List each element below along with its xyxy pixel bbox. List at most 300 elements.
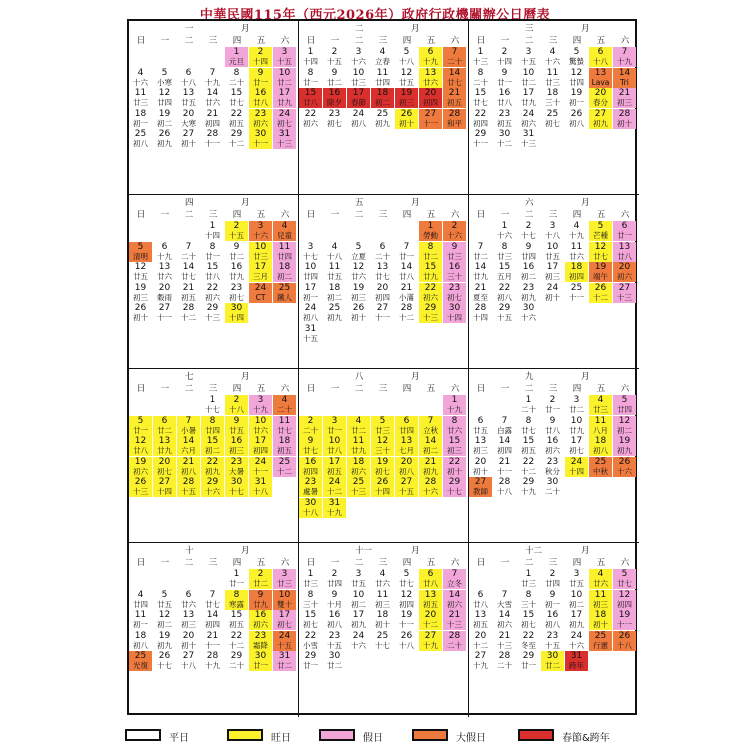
day-cell[interactable] xyxy=(443,262,466,282)
day-cell[interactable] xyxy=(493,590,516,610)
day-cell[interactable] xyxy=(347,68,370,88)
day-cell[interactable] xyxy=(249,262,272,282)
day-cell[interactable] xyxy=(225,610,248,630)
day-cell[interactable] xyxy=(395,477,418,497)
day-cell[interactable] xyxy=(201,68,224,88)
day-cell[interactable] xyxy=(129,283,152,303)
day-cell[interactable] xyxy=(541,477,564,497)
day-cell[interactable] xyxy=(493,129,516,149)
day-cell[interactable] xyxy=(129,477,152,497)
day-cell[interactable] xyxy=(299,457,322,477)
day-cell[interactable] xyxy=(419,457,442,477)
day-cell[interactable] xyxy=(493,262,516,282)
day-cell[interactable] xyxy=(347,262,370,282)
day-cell[interactable] xyxy=(299,324,322,344)
day-cell[interactable] xyxy=(517,262,540,282)
day-cell[interactable] xyxy=(201,610,224,630)
day-cell[interactable] xyxy=(493,242,516,262)
day-cell[interactable] xyxy=(565,262,588,282)
day-cell[interactable] xyxy=(395,262,418,282)
day-cell[interactable] xyxy=(225,221,248,241)
day-cell[interactable] xyxy=(419,262,442,282)
day-cell[interactable] xyxy=(225,395,248,415)
day-cell[interactable] xyxy=(565,610,588,630)
day-cell[interactable] xyxy=(249,651,272,671)
day-cell[interactable] xyxy=(541,631,564,651)
day-cell[interactable] xyxy=(493,436,516,456)
day-cell[interactable] xyxy=(613,590,636,610)
day-cell[interactable] xyxy=(517,436,540,456)
day-cell[interactable] xyxy=(493,651,516,671)
day-cell[interactable] xyxy=(249,610,272,630)
day-cell[interactable] xyxy=(493,68,516,88)
day-cell[interactable] xyxy=(273,129,296,149)
day-cell[interactable] xyxy=(225,477,248,497)
day-cell[interactable] xyxy=(323,242,346,262)
day-cell[interactable] xyxy=(565,569,588,589)
day-cell[interactable] xyxy=(419,88,442,108)
day-cell[interactable] xyxy=(177,68,200,88)
day-cell[interactable] xyxy=(129,262,152,282)
day-cell[interactable] xyxy=(153,610,176,630)
day-cell[interactable] xyxy=(541,590,564,610)
day-cell[interactable] xyxy=(395,109,418,129)
day-cell[interactable] xyxy=(371,436,394,456)
day-cell[interactable] xyxy=(613,610,636,630)
day-cell[interactable] xyxy=(177,303,200,323)
day-cell[interactable] xyxy=(395,590,418,610)
day-cell[interactable] xyxy=(201,651,224,671)
day-cell[interactable] xyxy=(419,590,442,610)
day-cell[interactable] xyxy=(371,262,394,282)
day-cell[interactable] xyxy=(371,283,394,303)
day-cell[interactable] xyxy=(613,47,636,67)
day-cell[interactable] xyxy=(469,242,492,262)
day-cell[interactable] xyxy=(565,395,588,415)
day-cell[interactable] xyxy=(589,262,612,282)
day-cell[interactable] xyxy=(469,129,492,149)
day-cell[interactable] xyxy=(419,221,442,241)
day-cell[interactable] xyxy=(299,283,322,303)
day-cell[interactable] xyxy=(443,109,466,129)
day-cell[interactable] xyxy=(419,242,442,262)
day-cell[interactable] xyxy=(541,109,564,129)
day-cell[interactable] xyxy=(153,109,176,129)
day-cell[interactable] xyxy=(469,109,492,129)
day-cell[interactable] xyxy=(613,68,636,88)
day-cell[interactable] xyxy=(201,457,224,477)
day-cell[interactable] xyxy=(129,129,152,149)
day-cell[interactable] xyxy=(517,242,540,262)
day-cell[interactable] xyxy=(371,88,394,108)
day-cell[interactable] xyxy=(249,109,272,129)
day-cell[interactable] xyxy=(565,68,588,88)
day-cell[interactable] xyxy=(541,651,564,671)
day-cell[interactable] xyxy=(565,221,588,241)
day-cell[interactable] xyxy=(249,395,272,415)
day-cell[interactable] xyxy=(395,631,418,651)
day-cell[interactable] xyxy=(395,242,418,262)
day-cell[interactable] xyxy=(129,242,152,262)
day-cell[interactable] xyxy=(469,303,492,323)
day-cell[interactable] xyxy=(517,221,540,241)
day-cell[interactable] xyxy=(419,303,442,323)
day-cell[interactable] xyxy=(177,262,200,282)
day-cell[interactable] xyxy=(299,109,322,129)
day-cell[interactable] xyxy=(129,651,152,671)
day-cell[interactable] xyxy=(273,436,296,456)
day-cell[interactable] xyxy=(225,631,248,651)
day-cell[interactable] xyxy=(493,88,516,108)
day-cell[interactable] xyxy=(129,303,152,323)
day-cell[interactable] xyxy=(225,109,248,129)
day-cell[interactable] xyxy=(153,457,176,477)
day-cell[interactable] xyxy=(201,129,224,149)
day-cell[interactable] xyxy=(395,303,418,323)
day-cell[interactable] xyxy=(177,610,200,630)
day-cell[interactable] xyxy=(589,631,612,651)
day-cell[interactable] xyxy=(419,47,442,67)
day-cell[interactable] xyxy=(201,416,224,436)
day-cell[interactable] xyxy=(443,221,466,241)
day-cell[interactable] xyxy=(129,610,152,630)
day-cell[interactable] xyxy=(323,262,346,282)
day-cell[interactable] xyxy=(589,416,612,436)
day-cell[interactable] xyxy=(299,610,322,630)
day-cell[interactable] xyxy=(347,590,370,610)
day-cell[interactable] xyxy=(541,68,564,88)
day-cell[interactable] xyxy=(517,109,540,129)
day-cell[interactable] xyxy=(469,416,492,436)
day-cell[interactable] xyxy=(273,590,296,610)
day-cell[interactable] xyxy=(589,68,612,88)
day-cell[interactable] xyxy=(323,569,346,589)
day-cell[interactable] xyxy=(129,109,152,129)
day-cell[interactable] xyxy=(565,109,588,129)
day-cell[interactable] xyxy=(493,477,516,497)
day-cell[interactable] xyxy=(517,569,540,589)
day-cell[interactable] xyxy=(493,283,516,303)
day-cell[interactable] xyxy=(201,242,224,262)
day-cell[interactable] xyxy=(323,283,346,303)
day-cell[interactable] xyxy=(201,221,224,241)
day-cell[interactable] xyxy=(273,416,296,436)
day-cell[interactable] xyxy=(129,88,152,108)
day-cell[interactable] xyxy=(517,651,540,671)
day-cell[interactable] xyxy=(469,262,492,282)
day-cell[interactable] xyxy=(249,436,272,456)
day-cell[interactable] xyxy=(153,416,176,436)
day-cell[interactable] xyxy=(541,569,564,589)
day-cell[interactable] xyxy=(517,283,540,303)
day-cell[interactable] xyxy=(371,242,394,262)
day-cell[interactable] xyxy=(469,68,492,88)
day-cell[interactable] xyxy=(541,242,564,262)
day-cell[interactable] xyxy=(493,109,516,129)
day-cell[interactable] xyxy=(153,590,176,610)
day-cell[interactable] xyxy=(225,303,248,323)
day-cell[interactable] xyxy=(177,631,200,651)
day-cell[interactable] xyxy=(613,283,636,303)
day-cell[interactable] xyxy=(273,283,296,303)
day-cell[interactable] xyxy=(443,436,466,456)
day-cell[interactable] xyxy=(613,569,636,589)
day-cell[interactable] xyxy=(371,610,394,630)
day-cell[interactable] xyxy=(273,109,296,129)
day-cell[interactable] xyxy=(323,651,346,671)
day-cell[interactable] xyxy=(517,416,540,436)
day-cell[interactable] xyxy=(299,262,322,282)
day-cell[interactable] xyxy=(589,610,612,630)
day-cell[interactable] xyxy=(225,651,248,671)
day-cell[interactable] xyxy=(613,395,636,415)
day-cell[interactable] xyxy=(541,47,564,67)
day-cell[interactable] xyxy=(129,416,152,436)
day-cell[interactable] xyxy=(153,242,176,262)
day-cell[interactable] xyxy=(153,88,176,108)
day-cell[interactable] xyxy=(613,262,636,282)
day-cell[interactable] xyxy=(541,88,564,108)
day-cell[interactable] xyxy=(299,88,322,108)
day-cell[interactable] xyxy=(565,457,588,477)
day-cell[interactable] xyxy=(493,457,516,477)
day-cell[interactable] xyxy=(347,610,370,630)
day-cell[interactable] xyxy=(541,262,564,282)
day-cell[interactable] xyxy=(541,457,564,477)
day-cell[interactable] xyxy=(395,68,418,88)
day-cell[interactable] xyxy=(443,68,466,88)
day-cell[interactable] xyxy=(371,303,394,323)
day-cell[interactable] xyxy=(395,283,418,303)
day-cell[interactable] xyxy=(565,242,588,262)
day-cell[interactable] xyxy=(323,590,346,610)
day-cell[interactable] xyxy=(517,590,540,610)
day-cell[interactable] xyxy=(323,303,346,323)
day-cell[interactable] xyxy=(443,457,466,477)
day-cell[interactable] xyxy=(249,416,272,436)
day-cell[interactable] xyxy=(565,436,588,456)
day-cell[interactable] xyxy=(395,436,418,456)
day-cell[interactable] xyxy=(565,631,588,651)
day-cell[interactable] xyxy=(565,88,588,108)
day-cell[interactable] xyxy=(273,610,296,630)
day-cell[interactable] xyxy=(443,477,466,497)
day-cell[interactable] xyxy=(443,590,466,610)
day-cell[interactable] xyxy=(201,283,224,303)
day-cell[interactable] xyxy=(419,109,442,129)
day-cell[interactable] xyxy=(323,457,346,477)
day-cell[interactable] xyxy=(323,47,346,67)
day-cell[interactable] xyxy=(541,416,564,436)
day-cell[interactable] xyxy=(443,88,466,108)
day-cell[interactable] xyxy=(371,109,394,129)
day-cell[interactable] xyxy=(589,47,612,67)
day-cell[interactable] xyxy=(249,129,272,149)
day-cell[interactable] xyxy=(201,109,224,129)
day-cell[interactable] xyxy=(225,88,248,108)
day-cell[interactable] xyxy=(153,68,176,88)
day-cell[interactable] xyxy=(177,129,200,149)
day-cell[interactable] xyxy=(443,395,466,415)
day-cell[interactable] xyxy=(273,68,296,88)
day-cell[interactable] xyxy=(469,457,492,477)
day-cell[interactable] xyxy=(225,47,248,67)
day-cell[interactable] xyxy=(613,436,636,456)
day-cell[interactable] xyxy=(201,303,224,323)
day-cell[interactable] xyxy=(517,395,540,415)
day-cell[interactable] xyxy=(493,221,516,241)
day-cell[interactable] xyxy=(613,88,636,108)
day-cell[interactable] xyxy=(589,88,612,108)
day-cell[interactable] xyxy=(323,498,346,518)
day-cell[interactable] xyxy=(273,262,296,282)
day-cell[interactable] xyxy=(371,590,394,610)
day-cell[interactable] xyxy=(565,590,588,610)
day-cell[interactable] xyxy=(395,88,418,108)
day-cell[interactable] xyxy=(371,47,394,67)
day-cell[interactable] xyxy=(249,569,272,589)
day-cell[interactable] xyxy=(347,416,370,436)
day-cell[interactable] xyxy=(419,416,442,436)
day-cell[interactable] xyxy=(225,283,248,303)
day-cell[interactable] xyxy=(469,477,492,497)
day-cell[interactable] xyxy=(419,631,442,651)
day-cell[interactable] xyxy=(443,569,466,589)
day-cell[interactable] xyxy=(323,477,346,497)
day-cell[interactable] xyxy=(443,303,466,323)
day-cell[interactable] xyxy=(177,416,200,436)
day-cell[interactable] xyxy=(541,610,564,630)
day-cell[interactable] xyxy=(273,242,296,262)
day-cell[interactable] xyxy=(613,109,636,129)
day-cell[interactable] xyxy=(323,88,346,108)
day-cell[interactable] xyxy=(613,631,636,651)
day-cell[interactable] xyxy=(371,631,394,651)
day-cell[interactable] xyxy=(129,457,152,477)
day-cell[interactable] xyxy=(347,569,370,589)
day-cell[interactable] xyxy=(299,651,322,671)
day-cell[interactable] xyxy=(589,109,612,129)
day-cell[interactable] xyxy=(347,436,370,456)
day-cell[interactable] xyxy=(153,283,176,303)
day-cell[interactable] xyxy=(249,242,272,262)
day-cell[interactable] xyxy=(347,457,370,477)
day-cell[interactable] xyxy=(541,283,564,303)
day-cell[interactable] xyxy=(419,68,442,88)
day-cell[interactable] xyxy=(589,457,612,477)
day-cell[interactable] xyxy=(589,221,612,241)
day-cell[interactable] xyxy=(323,436,346,456)
day-cell[interactable] xyxy=(129,631,152,651)
day-cell[interactable] xyxy=(249,631,272,651)
day-cell[interactable] xyxy=(201,395,224,415)
day-cell[interactable] xyxy=(129,436,152,456)
day-cell[interactable] xyxy=(177,109,200,129)
day-cell[interactable] xyxy=(347,283,370,303)
day-cell[interactable] xyxy=(419,283,442,303)
day-cell[interactable] xyxy=(299,590,322,610)
day-cell[interactable] xyxy=(273,221,296,241)
day-cell[interactable] xyxy=(249,47,272,67)
day-cell[interactable] xyxy=(153,477,176,497)
day-cell[interactable] xyxy=(517,88,540,108)
day-cell[interactable] xyxy=(565,416,588,436)
day-cell[interactable] xyxy=(249,68,272,88)
day-cell[interactable] xyxy=(517,457,540,477)
day-cell[interactable] xyxy=(153,262,176,282)
day-cell[interactable] xyxy=(153,303,176,323)
day-cell[interactable] xyxy=(249,477,272,497)
day-cell[interactable] xyxy=(565,651,588,671)
day-cell[interactable] xyxy=(299,477,322,497)
day-cell[interactable] xyxy=(493,303,516,323)
day-cell[interactable] xyxy=(273,651,296,671)
day-cell[interactable] xyxy=(153,631,176,651)
day-cell[interactable] xyxy=(249,457,272,477)
day-cell[interactable] xyxy=(395,610,418,630)
day-cell[interactable] xyxy=(517,477,540,497)
day-cell[interactable] xyxy=(493,47,516,67)
day-cell[interactable] xyxy=(589,242,612,262)
day-cell[interactable] xyxy=(419,610,442,630)
day-cell[interactable] xyxy=(469,610,492,630)
day-cell[interactable] xyxy=(541,221,564,241)
day-cell[interactable] xyxy=(299,303,322,323)
day-cell[interactable] xyxy=(443,416,466,436)
day-cell[interactable] xyxy=(395,47,418,67)
day-cell[interactable] xyxy=(517,610,540,630)
day-cell[interactable] xyxy=(273,88,296,108)
day-cell[interactable] xyxy=(565,283,588,303)
day-cell[interactable] xyxy=(469,631,492,651)
day-cell[interactable] xyxy=(153,651,176,671)
day-cell[interactable] xyxy=(299,68,322,88)
day-cell[interactable] xyxy=(299,436,322,456)
day-cell[interactable] xyxy=(273,47,296,67)
day-cell[interactable] xyxy=(517,631,540,651)
day-cell[interactable] xyxy=(225,457,248,477)
day-cell[interactable] xyxy=(225,262,248,282)
day-cell[interactable] xyxy=(177,651,200,671)
day-cell[interactable] xyxy=(517,68,540,88)
day-cell[interactable] xyxy=(177,88,200,108)
day-cell[interactable] xyxy=(443,47,466,67)
day-cell[interactable] xyxy=(225,242,248,262)
day-cell[interactable] xyxy=(177,477,200,497)
day-cell[interactable] xyxy=(299,569,322,589)
day-cell[interactable] xyxy=(469,651,492,671)
day-cell[interactable] xyxy=(177,283,200,303)
day-cell[interactable] xyxy=(589,436,612,456)
day-cell[interactable] xyxy=(371,416,394,436)
day-cell[interactable] xyxy=(299,242,322,262)
day-cell[interactable] xyxy=(443,610,466,630)
day-cell[interactable] xyxy=(613,457,636,477)
day-cell[interactable] xyxy=(347,631,370,651)
day-cell[interactable] xyxy=(201,88,224,108)
day-cell[interactable] xyxy=(201,262,224,282)
day-cell[interactable] xyxy=(225,590,248,610)
day-cell[interactable] xyxy=(177,436,200,456)
day-cell[interactable] xyxy=(589,283,612,303)
day-cell[interactable] xyxy=(589,569,612,589)
day-cell[interactable] xyxy=(177,242,200,262)
day-cell[interactable] xyxy=(249,590,272,610)
day-cell[interactable] xyxy=(323,631,346,651)
day-cell[interactable] xyxy=(443,631,466,651)
day-cell[interactable] xyxy=(517,47,540,67)
day-cell[interactable] xyxy=(347,88,370,108)
